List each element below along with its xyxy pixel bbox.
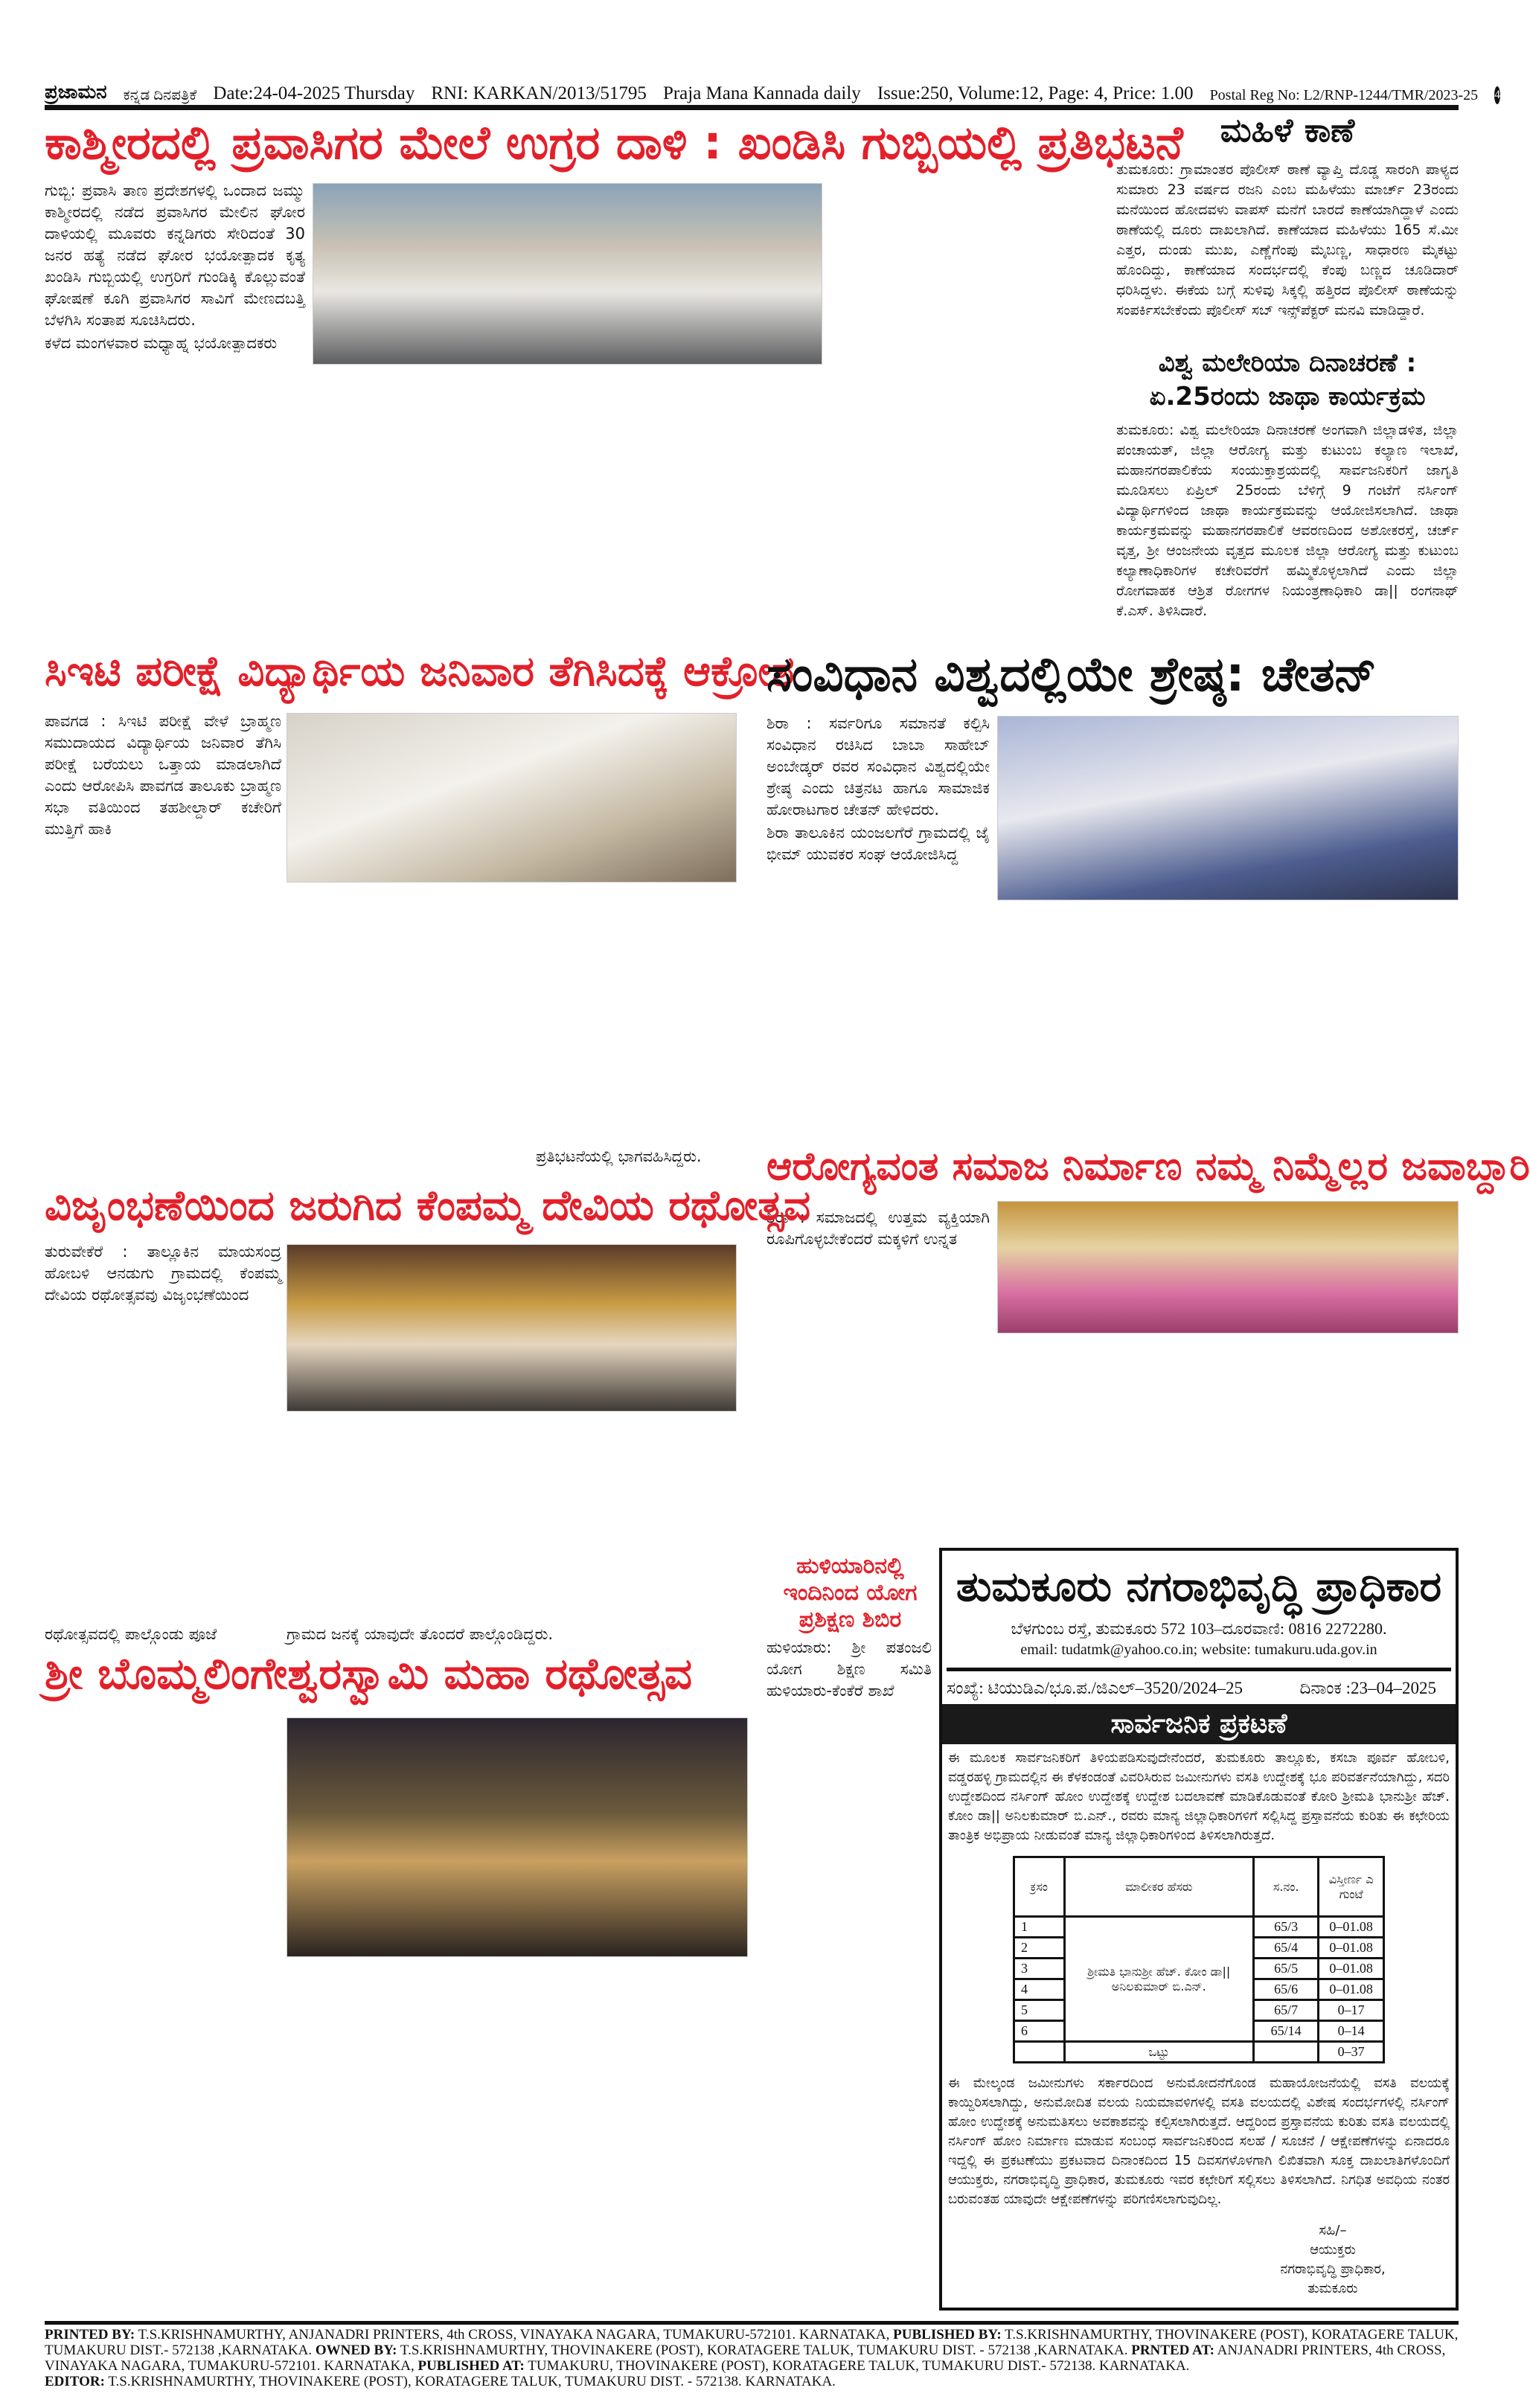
table-header-row [1014, 1857, 1384, 1917]
signature-line: ಆಯುಕ್ತರು [1310, 2242, 1356, 2258]
cell-no: 4 [1014, 1979, 1065, 2000]
headline-malaria-2: ಏ.25ರಂದು ಜಾಥಾ ಕಾರ್ಯಕ್ರಮ [1149, 382, 1426, 412]
cell-survey: 65/5 [1254, 1959, 1319, 1979]
headline-bommalingeshwara: ಶ್ರೀ ಬೊಮ್ಮಲಿಂಗೇಶ್ವರಸ್ವಾಮಿ ಮಹಾ ರಥೋತ್ಸವ [45, 1648, 693, 1699]
column-header: ವಿಸ್ತೀರ್ಣ ಎ ಗುಂಟೆ [1319, 1857, 1384, 1917]
article-kempamma-body [45, 1241, 281, 1621]
headline-health: ಆರೋಗ್ಯವಂತ ಸಮಾಜ ನಿರ್ಮಾಣ ನಮ್ಮ ನಿಮ್ಮೆಲ್ಲರ ಜವಾಬ್ದಾರಿ [766, 1144, 1530, 1189]
cell-empty [1014, 2042, 1065, 2063]
imprint-text: T.S.KRISHNAMURTHY, THOVINAKERE (POST), KORATAGERE TALUK, TUMAKURU DIST.- 572138 ,KARNATAKA. [45, 2327, 1459, 2358]
photo-kempamma-festival [287, 1244, 737, 1412]
imprint-text: T.S.KRISHNAMURTHY, THOVINAKERE (POST), KORATAGERE TALUK, TUMAKURU DIST. - 572138 ,KARNATAKA. [397, 2343, 1132, 2358]
photo-constitution-event [997, 716, 1459, 900]
column-header: ಮಾಲೀಕರ ಹೆಸರು [1064, 1857, 1253, 1917]
imprint-label: OWNED BY: [315, 2343, 397, 2358]
imprint-footer [45, 2327, 1459, 2389]
imprint-label: PRINTED BY: [45, 2327, 135, 2343]
land-table [1013, 1856, 1385, 2063]
article-cet-body [45, 711, 281, 1142]
cell-owner: ಶ್ರೀಮತಿ ಭಾನುಶ್ರೀ ಹೆಚ್. ಕೋಂ ಡಾ|| ಅನಿಲಕುಮಾರ್ ಬಿ.ಎನ್. [1064, 1917, 1253, 2042]
cell-no: 3 [1014, 1959, 1065, 1979]
article-cet-end: ಪ್ರತಿಭಟನೆಯಲ್ಲಿ ಭಾಗವಹಿಸಿದ್ದರು. [536, 1147, 702, 1165]
cell-area: 0–01.08 [1319, 1938, 1384, 1959]
table-total-row [1014, 2042, 1384, 2063]
cell-survey: 65/4 [1254, 1938, 1319, 1959]
cell-area: 0–01.08 [1319, 1959, 1384, 1979]
photo-chariot-festival [287, 1717, 748, 1957]
cell-area: 0–14 [1319, 2021, 1384, 2042]
public-notice [939, 1548, 1459, 2311]
issue-info: Issue:250, Volume:12, Page: 4, Price: 1.00 [877, 83, 1194, 103]
article-constitution-body [766, 713, 990, 899]
headline-yoga-3: ಪ್ರಶಿಕ್ಷಣ ಶಿಬಿರ [798, 1607, 902, 1633]
cell-survey: 65/3 [1254, 1917, 1319, 1938]
tagline: ಕನ್ನಡ ದಿನಪತ್ರಿಕೆ [123, 87, 197, 103]
authority-address: ಬೆಳಗುಂಬ ರಸ್ತೆ, ತುಮಕೂರು 572 103–ದೂರವಾಣಿ: 0816 2272280. [1011, 1619, 1387, 1638]
cell-no: 6 [1014, 2021, 1065, 2042]
newspaper-logo: ಪ್ರಜಾಮನ [45, 81, 107, 103]
headline-constitution: ಸಂವಿಧಾನ ವಿಶ್ವದಲ್ಲಿಯೇ ಶ್ರೇಷ್ಠ: ಚೇತನ್ [766, 647, 1377, 702]
photo-health-event [997, 1201, 1459, 1333]
imprint-text: ANJANADRI PRINTERS, 4th CROSS, VINAYAKA NAGARA, TUMAKURU-572101. KARNATAKA, [45, 2343, 1446, 2374]
paper-name: Praja Mana Kannada daily [662, 83, 861, 103]
reference-number: ಸಂಖ್ಯೆ: ಟಿಯುಡಿಎ/ಭೂ.ಪ./ಜಿಎಲ್–3520/2024–25 [947, 1679, 1243, 1697]
rni-number: RNI: KARKAN/2013/51795 [431, 83, 647, 103]
page-number-badge: 4 [1494, 86, 1500, 104]
headline-yoga-1: ಹುಳಿಯಾರಿನಲ್ಲಿ [796, 1553, 904, 1579]
column-header: ಕ್ರಸಂ [1014, 1857, 1065, 1917]
paragraph: ತುಮಕೂರು: ವಿಶ್ವ ಮಲೇರಿಯಾ ದಿನಾಚರಣೆ ಅಂಗವಾಗಿ ಜಿಲ್ಲಾಡಳಿತ, ಜಿಲ್ಲಾ ಪಂಚಾಯತ್, ಜಿಲ್ಲಾ ಆರೋಗ್ಯ ಮತ್ತು ಕುಟುಂಬ ಕಲ್ಯಾಣ ಇಲಾಖೆ, ಮಹಾನಗರಪಾಲಿಕೆಯ ಸಂಯುಕ್ತಾಶ್ರಯದಲ್ಲಿ ಸಾರ್ವಜನಿಕರಿಗೆ ಜಾಗೃತಿ ಮೂಡಿಸಲು ಏಪ್ರಿಲ್ 25ರಂದು ಬೆಳಿಗ್ಗೆ 9 ಗಂಟೆಗೆ ನರ್ಸಿಂಗ್ ವಿದ್ಯಾರ್ಥಿಗಳಿಂದ ಜಾಥಾ ಕಾರ್ಯಕ್ರಮವನ್ನು ಆಯೋಜಿಸಲಾಗಿದೆ. ಜಾಥಾ ಕಾರ್ಯಕ್ರಮವನ್ನು ಮಹಾನಗರಪಾಲಿಕೆ ಆವರಣದಿಂದ ಅಶೋಕರಸ್ತೆ, ಚರ್ಚ್ ವೃತ್ತ, ಶ್ರೀ ಆಂಜನೇಯ ವೃತ್ತದ ಮೂಲಕ ಜಿಲ್ಲಾ ಆರೋಗ್ಯ ಮತ್ತು ಕುಟುಂಬ ಕಲ್ಯಾಣಾಧಿಕಾರಿಗಳ ಕಚೇರಿವರೆಗೆ ಹಮ್ಮಿಕೊಳ್ಳಲಾಗಿದೆ ಎಂದು ಜಿಲ್ಲಾ ರೋಗವಾಹಕ ಆಶ್ರಿತ ರೋಗಗಳ ನಿಯಂತ್ರಣಾಧಿಕಾರಿ ಡಾ|| ರಂಗನಾಥ್ ಕೆ.ಎಸ್. ತಿಳಿಸಿದಾರೆ. [1116, 422, 1459, 619]
notice-date: ದಿನಾಂಕ :23–04–2025 [1299, 1679, 1436, 1697]
paragraph: ತುಮಕೂರು: ಗ್ರಾಮಾಂತರ ಪೊಲೀಸ್ ಠಾಣೆ ವ್ಯಾಪ್ತಿ ದೊಡ್ಡ ಸಾರಂಗಿ ಪಾಳ್ಯದ ಸುಮಾರು 23 ವರ್ಷದ ರಜನಿ ಎಂಬ ಮಹಿಳೆಯು ಮಾರ್ಚ್ 23ರಂದು ಮನೆಯಿಂದ ಹೋದವಳು ವಾಪಸ್ ಮನೆಗೆ ಬಾರದೆ ಕಾಣೆಯಾಗಿದ್ದಾಳೆ ಎಂದು ಠಾಣೆಯಲ್ಲಿ ದೂರು ದಾಖಲಾಗಿದೆ. ಕಾಣೆಯಾದ ಮಹಿಳೆಯು 165 ಸೆ.ಮೀ ಎತ್ತರ, ದುಂಡು ಮುಖ, ಎಣ್ಣೆಗೆಂಪು ಮೈಬಣ್ಣ, ಸಾಧಾರಣ ಮೈಕಟ್ಟು ಹೊಂದಿದ್ದು, ಕಾಣೆಯಾದ ಸಂದರ್ಭದಲ್ಲಿ ಕೆಂಪು ಬಣ್ಣದ ಚೂಡಿದಾರ್ ಧರಿಸಿದ್ದಳು. ಈಕೆಯ ಬಗ್ಗೆ ಸುಳಿವು ಸಿಕ್ಕಲ್ಲಿ ಹತ್ತಿರದ ಪೊಲೀಸ್ ಠಾಣೆಯನ್ನು ಸಂಪರ್ಕಿಸಬೇಕೆಂದು ಪೊಲೀಸ್ ಸಬ್ ಇನ್ಸ್‌ಪೆಕ್ಟರ್ ಮನವಿ ಮಾಡಿದ್ದಾರೆ. [1116, 161, 1459, 318]
cell-area: 0–17 [1319, 2000, 1384, 2021]
cell-area: 0–01.08 [1319, 1917, 1384, 1938]
imprint-text: T.S.KRISHNAMURTHY, ANJANADRI PRINTERS, 4th CROSS, VINAYAKA NAGARA, TUMAKURU-572101. KARNATAKA, [135, 2327, 894, 2343]
paragraph: ಗುಬ್ಬಿ: ಪ್ರವಾಸಿ ತಾಣ ಪ್ರದೇಶಗಳಲ್ಲಿ ಒಂದಾದ ಜಮ್ಮು ಕಾಶ್ಮೀರದಲ್ಲಿ ನಡೆದ ಪ್ರವಾಸಿಗರ ಮೇಲಿನ ಘೋರ ದಾಳಿಯಲ್ಲಿ ಮೂವರು ಕನ್ನಡಿಗರು ಸೇರಿದಂತೆ 30 ಜನರ ಹತ್ಯೆ ನಡೆದ ಘೋರ ಭಯೋತ್ಪಾದಕ ಕೃತ್ಯ ಖಂಡಿಸಿ ಗುಬ್ಬಿಯಲ್ಲಿ ಉಗ್ರರಿಗೆ ಗುಂಡಿಕ್ಕಿ ಕೊಲ್ಲುವಂತೆ ಘೋಷಣೆ ಕೂಗಿ ಪ್ರವಾಸಿಗರ ಸಾವಿಗೆ ಮೇಣದಬತ್ತಿ ಬೆಳಗಿಸಿ ಸಂತಾಪ ಸೂಚಿಸಿದರು. [45, 182, 305, 329]
signature-line: ನಗರಾಭಿವೃದ್ಧಿ ಪ್ರಾಧಿಕಾರ, [1280, 2261, 1386, 2277]
article-kashmir-body [45, 180, 305, 623]
cell-no: 1 [1014, 1917, 1065, 1938]
imprint-label: PRNTED AT: [1131, 2343, 1214, 2358]
paragraph: ಪಾವಗಡ : ಸಿಇಟಿ ಪರೀಕ್ಷೆ ವೇಳೆ ಬ್ರಾಹ್ಮಣ ಸಮುದಾಯದ ವಿದ್ಯಾರ್ಥಿಯ ಜನಿವಾರ ತೆಗಿಸಿ ಪರೀಕ್ಷೆ ಬರೆಯಲು ಒತ್ತಾಯ ಮಾಡಲಾಗಿದೆ ಎಂದು ಆರೋಪಿಸಿ ಪಾವಗಡ ತಾಲೂಕು ಬ್ರಾಹ್ಮಣ ಸಭಾ ವತಿಯಿಂದ ತಹಶೀಲ್ದಾರ್ ಕಚೇರಿಗೆ ಮುತ್ತಿಗೆ ಹಾಕಿ [45, 712, 281, 838]
article-kempamma-end-2: ಗ್ರಾಮದ ಜನಕ್ಕೆ ಯಾವುದೇ ತೊಂದರೆ ಪಾಲ್ಗೊಂಡಿದ್ದರು. [287, 1625, 554, 1643]
headline-kashmir: ಕಾಶ್ಮೀರದಲ್ಲಿ ಪ್ರವಾಸಿಗರ ಮೇಲೆ ಉಗ್ರರ ದಾಳಿ : ಖಂಡಿಸಿ ಗುಬ್ಬಿಯಲ್ಲಿ ಪ್ರತಿಭಟನೆ [45, 115, 1183, 170]
photo-cet-protest [287, 713, 737, 883]
imprint-label: PUBLISHED BY: [893, 2327, 1002, 2343]
paragraph: ಕಳೆದ ಮಂಗಳವಾರ ಮಧ್ಯಾಹ್ನ ಭಯೋತ್ಪಾದಕರು [45, 334, 278, 352]
issue-date: Date:24-04-2025 Thursday [213, 83, 415, 103]
postal-reg: Postal Reg No: L2/RNP-1244/TMR/2023-25 [1209, 87, 1479, 103]
article-kempamma-end-1: ರಥೋತ್ಸವದಲ್ಲಿ ಪಾಲ್ಗೊಂಡು ಪೂಜೆ [45, 1625, 217, 1643]
photo-protest [313, 183, 822, 365]
paragraph: ಶಿರಾ : ಸಮಾಜದಲ್ಲಿ ಉತ್ತಮ ವ್ಯಕ್ತಿಯಾಗಿ ರೂಪಿಗೊಳ್ಳಬೇಕೆಂದರೆ ಮಕ್ಕಳಿಗೆ ಉನ್ನತ [766, 1208, 990, 1248]
footer-rule [45, 2321, 1459, 2325]
signature-line: ತುಮಕೂರು [1307, 2281, 1358, 2296]
signature-block [1210, 2221, 1456, 2299]
cell-survey: 65/6 [1254, 1979, 1319, 2000]
masthead [45, 74, 1501, 104]
paragraph: ಹುಳಿಯಾರು: ಶ್ರೀ ಪತಂಜಲಿ ಯೋಗ ಶಿಕ್ಷಣ ಸಮಿತಿ ಹುಳಿಯಾರು-ಕೆಂಕೆರೆ ಶಾಖೆ [766, 1639, 932, 1700]
article-yoga-body [766, 1637, 932, 2232]
headline-yoga-2: ಇಂದಿನಿಂದ ಯೋಗ [783, 1580, 918, 1606]
imprint-text: T.S.KRISHNAMURTHY, THOVINAKERE (POST), KORATAGERE TALUK, TUMAKURU DIST. - 572138. KARNATAKA. [104, 2374, 836, 2389]
notice-title: ಸಾರ್ವಜನಿಕ ಪ್ರಕಟಣೆ [942, 1704, 1456, 1744]
paragraph: ಶಿರಾ : ಸರ್ವರಿಗೂ ಸಮಾನತೆ ಕಲ್ಪಿಸಿ ಸಂವಿಧಾನ ರಚಿಸಿದ ಬಾಬಾ ಸಾಹೇಬ್ ಅಂಬೇಡ್ಕರ್ ರವರ ಸಂವಿಧಾನ ವಿಶ್ವದಲ್ಲಿಯೇ ಶ್ರೇಷ್ಠ ಎಂದು ಚಿತ್ರನಟ ಹಾಗೂ ಸಾಮಾಜಿಕ ಹೋರಾಟಗಾರ ಚೇತನ್ ಹೇಳಿದರು. [766, 714, 990, 819]
imprint-label: PUBLISHED AT: [417, 2358, 525, 2374]
cell-empty [1254, 2042, 1319, 2063]
headline-missing-woman: ಮಹಿಳೆ ಕಾಣೆ [1220, 112, 1355, 150]
authority-name: ತುಮಕೂರು ನಗರಾಭಿವೃದ್ಧಿ ಪ್ರಾಧಿಕಾರ [956, 1563, 1442, 1611]
article-malaria-body [1116, 420, 1459, 636]
cell-no: 5 [1014, 2000, 1065, 2021]
column-header: ಸ.ನಂ. [1254, 1857, 1319, 1917]
cell-no: 2 [1014, 1938, 1065, 1959]
paragraph: ತುರುವೇಕೆರೆ : ತಾಲ್ಲೂಕಿನ ಮಾಯಸಂದ್ರ ಹೋಬಳಿ ಆನಡುಗು ಗ್ರಾಮದಲ್ಲಿ ಕೆಂಪಮ್ಮ ದೇವಿಯ ರಥೋತ್ಸವವು ವಿಜೃಂಭಣೆಯಿಂದ [45, 1243, 281, 1304]
cell-area: 0–01.08 [1319, 1979, 1384, 2000]
cell-survey: 65/7 [1254, 2000, 1319, 2021]
headline-cet: ಸಿಇಟಿ ಪರೀಕ್ಷೆ ವಿದ್ಯಾರ್ಥಿಯ ಜನಿವಾರ ತೆಗಿಸಿದಕ್ಕೆ ಆಕ್ರೋಶ [45, 647, 795, 696]
notice-body: ಈ ಮೇಲ್ಕಂಡ ಜಮೀನುಗಳು ಸರ್ಕಾರದಿಂದ ಅನುಮೋದನೆಗೊಂಡ ಮಹಾಯೋಜನೆಯಲ್ಲಿ ವಸತಿ ವಲಯಕ್ಕೆ ಕಾಯ್ದಿರಿಸಲಾಗಿದ್ದು, ಅನುಮೋದಿತ ವಲಯ ನಿಯಮಾವಳಿಗಳಲ್ಲಿ ವಸತಿ ವಲಯದಲ್ಲಿ ವಿಶೇಷ ಸಂದರ್ಭಗಳಲ್ಲಿ ನರ್ಸಿಂಗ್ ಹೋಂ ಉದ್ದೇಶಕ್ಕೆ ಅನುಮತಿಸಲು ಅವಕಾಶವನ್ನು ಕಲ್ಪಿಸಲಾಗಿರುತ್ತದೆ. ಆದ್ದರಿಂದ ಪ್ರಸ್ತಾವನೆಯ ಕುರಿತು ವಸತಿ ವಲಯದಲ್ಲಿ ನರ್ಸಿಂಗ್ ಹೋಂ ನಿರ್ಮಾಣ ಮಾಡುವ ಸಂಬಂಧ ಸಾರ್ವಜನಿಕರಿಂದ ಸಲಹೆ / ಸೂಚನೆ / ಆಕ್ಷೇಪಣೆಗಳನ್ನು ಏನಾದರೂ ಇದ್ದಲ್ಲಿ ಈ ಪ್ರಕಟಣೆಯು ಪ್ರಕಟವಾದ ದಿನಾಂಕದಿಂದ 15 ದಿವಸಗಳೊಳಗಾಗಿ ಲಿಖಿತವಾಗಿ ಸೂಕ್ತ ದಾಖಲಾತಿಗಳೊಂದಿಗೆ ಆಯುಕ್ತರು, ನಗರಾಭಿವೃದ್ಧಿ ಪ್ರಾಧಿಕಾರ, ತುಮಕೂರು ಇವರ ಕಛೇರಿಗೆ ಸಲ್ಲಿಸಲು ತಿಳಿಸಲಾಗಿದೆ. ನಿಗಧಿತ ಅವಧಿಯ ನಂತರ ಬರುವಂತಹ ಯಾವುದೇ ಆಕ್ಷೇಪಣೆಗಳನ್ನು ಪರಿಗಣಿಸಲಾಗುವುದಿಲ್ಲ. [948, 2075, 1450, 2207]
article-missing-woman-body [1116, 160, 1459, 342]
signature-line: ಸಹಿ/– [1319, 2223, 1347, 2238]
notice-intro: ಈ ಮೂಲಕ ಸಾರ್ವಜನಿಕರಿಗೆ ತಿಳಿಯಪಡಿಸುವುದೇನೆಂದರೆ, ತುಮಕೂರು ತಾಲ್ಲೂಕು, ಕಸಬಾ ಪೂರ್ವ ಹೋಬಳಿ, ವಡ್ಡರಹಳ್ಳಿ ಗ್ರಾಮದಲ್ಲಿನ ಈ ಕೆಳಕಂಡಂತೆ ವಿವರಿಸಿರುವ ಜಮೀನುಗಳು ವಸತಿ ಉದ್ದೇಶಕ್ಕೆ ಭೂ ಪರಿವರ್ತನೆಯಾಗಿದ್ದು, ಸದರಿ ಉದ್ದೇಶದಿಂದ ನರ್ಸಿಂಗ್ ಹೋಂ ಉದ್ದೇಶಕ್ಕೆ ಉದ್ದೇಶ ಬದಲಾವಣೆ ಮಾಡಿಕೊಡುವಂತೆ ಕೋರಿ ಶ್ರೀಮತಿ ಭಾನುಶ್ರೀ ಹೆಚ್. ಕೋಂ ಡಾ|| ಅನಿಲಕುಮಾರ್ ಬಿ.ಎನ್., ರವರು ಮಾನ್ಯ ಜಿಲ್ಲಾಧಿಕಾರಿಗಳಿಗೆ ಸಲ್ಲಿಸಿದ್ದ ಪ್ರಸ್ತಾವನೆಯ ಕುರಿತು ಈ ಕಛೇರಿಯ ತಾಂತ್ರಿಕ ಅಭಿಪ್ರಾಯ ನೀಡುವಂತೆ ಮಾನ್ಯ ಜಿಲ್ಲಾಧಿಕಾರಿಗಳಿಂದ ತಿಳಿಸಲಾಗಿರುತ್ತದೆ. [948, 1750, 1450, 1843]
authority-contact: email: tudatmk@yahoo.co.in; website: tumakuru.uda.gov.in [1020, 1642, 1377, 1658]
cell-total-label: ಒಟ್ಟು [1064, 2042, 1253, 2063]
masthead-rule [45, 105, 1459, 110]
paragraph: ಶಿರಾ ತಾಲೂಕಿನ ಯಂಜಲಗೆರೆ ಗ್ರಾಮದಲ್ಲಿ ಜೈ ಭೀಮ್ ಯುವಕರ ಸಂಘ ಆಯೋಜಿಸಿದ್ದ [766, 824, 990, 863]
headline-malaria-1: ವಿಶ್ವ ಮಲೇರಿಯಾ ದಿನಾಚರಣೆ : [1158, 348, 1417, 378]
headline-kempamma: ವಿಜೃಂಭಣೆಯಿಂದ ಜರುಗಿದ ಕೆಂಪಮ್ಮ ದೇವಿಯ ರಥೋತ್ಸವ [45, 1182, 811, 1230]
imprint-label: EDITOR: [45, 2374, 105, 2389]
cell-survey: 65/14 [1254, 2021, 1319, 2042]
cell-total-area: 0–37 [1319, 2042, 1384, 2063]
imprint-text: TUMAKURU, THOVINAKERE (POST), KORATAGERE TALUK, TUMAKURU DIST.- 572138. KARNATAKA. [524, 2358, 1190, 2374]
table-row [1014, 1917, 1384, 1938]
